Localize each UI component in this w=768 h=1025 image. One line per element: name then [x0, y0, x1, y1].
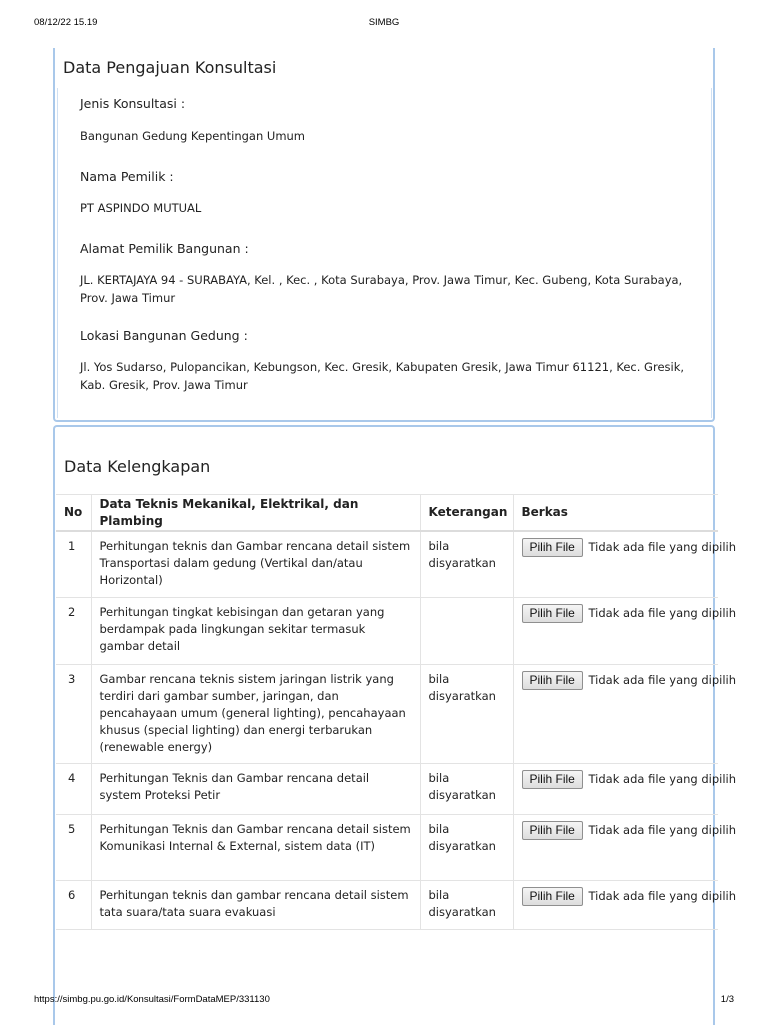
- kelengkapan-table: [56, 494, 737, 930]
- col-header-data: Data Teknis Mekanikal, Elektrikal, dan Plambing: [91, 495, 420, 532]
- pilih-file-button[interactable]: Pilih File: [522, 671, 583, 690]
- field-value-lokasi: Jl. Yos Sudarso, Pulopancikan, Kebungson, Kec. Gresik, Kabupaten Gresik, Jawa Timur 61121, Kec. Gresik, Kab. Gresik, Prov. Jawa Timur: [80, 360, 685, 392]
- row-berkas: [513, 597, 737, 664]
- pilih-file-button[interactable]: Pilih File: [522, 770, 583, 789]
- col-header-keterangan: Keterangan: [420, 495, 513, 532]
- print-title: SIMBG: [368, 17, 400, 28]
- row-berkas: [513, 880, 737, 929]
- print-url: https://simbg.pu.go.id/Konsultasi/FormDataMEP/331130: [34, 994, 270, 1005]
- row-berkas: [513, 814, 737, 880]
- row-no: 2: [56, 597, 91, 664]
- col-header-berkas: Berkas: [513, 495, 718, 532]
- print-page-number: 1/3: [720, 994, 734, 1005]
- row-keterangan: bila disyaratkan: [420, 814, 513, 880]
- field-value-alamat: JL. KERTAJAYA 94 - SURABAYA, Kel. , Kec. , Kota Surabaya, Prov. Jawa Timur, Kec. Gubeng, Kota Surabaya, Prov. Jawa Timur: [80, 273, 683, 305]
- field-label-pemilik: Nama Pemilik :: [80, 169, 174, 184]
- card-divider: [57, 88, 58, 418]
- row-no: 1: [56, 531, 91, 597]
- field-label-lokasi: Lokasi Bangunan Gedung :: [80, 328, 248, 343]
- table-row: [56, 814, 718, 880]
- row-berkas: [513, 763, 737, 814]
- table-row: [56, 880, 718, 929]
- row-no: 6: [56, 880, 91, 929]
- print-footer: [0, 994, 768, 1008]
- row-data: Perhitungan teknis dan Gambar rencana detail sistem Transportasi dalam gedung (Vertikal dan/atau Horizontal): [91, 531, 420, 597]
- field-label-jenis: Jenis Konsultasi :: [80, 96, 186, 111]
- col-header-no: No: [56, 495, 91, 532]
- row-berkas: [513, 531, 737, 597]
- print-date: 08/12/22 15.19: [34, 17, 98, 28]
- field-value-jenis: Bangunan Gedung Kepentingan Umum: [80, 129, 306, 143]
- row-data: Gambar rencana teknis sistem jaringan listrik yang terdiri dari gambar sumber, jaringan, dan pencahayaan umum (general lighting), pencahayaan khusus (special lighting) dan energi terbarukan (renewable energy): [91, 664, 420, 763]
- no-file-text: Tidak ada file yang dipilih: [588, 771, 737, 786]
- row-berkas: [513, 664, 737, 763]
- row-keterangan: bila disyaratkan: [420, 664, 513, 763]
- no-file-text: Tidak ada file yang dipilih: [588, 540, 737, 554]
- row-data: Perhitungan Teknis dan Gambar rencana detail sistem Komunikasi Internal & External, sistem data (IT): [91, 814, 420, 880]
- table-header-row: [56, 495, 718, 532]
- kelengkapan-title: Data Kelengkapan: [64, 457, 211, 476]
- print-header: [0, 17, 768, 31]
- row-no: 5: [56, 814, 91, 880]
- field-label-alamat: Alamat Pemilik Bangunan :: [80, 241, 249, 256]
- card-divider: [711, 88, 712, 418]
- pilih-file-button[interactable]: Pilih File: [522, 538, 583, 557]
- row-keterangan: [420, 597, 513, 664]
- row-data: Perhitungan teknis dan gambar rencana detail sistem tata suara/tata suara evakuasi: [91, 880, 420, 929]
- row-keterangan: bila disyaratkan: [420, 880, 513, 929]
- table-row: [56, 531, 718, 597]
- pilih-file-button[interactable]: Pilih File: [522, 887, 583, 906]
- row-no: 4: [56, 763, 91, 814]
- no-file-text: Tidak ada file yang dipilih: [588, 888, 737, 903]
- row-no: 3: [56, 664, 91, 763]
- row-data: Perhitungan tingkat kebisingan dan getaran yang berdampak pada lingkungan sekitar termasuk gambar detail: [91, 597, 420, 664]
- table-row: [56, 664, 718, 763]
- no-file-text: Tidak ada file yang dipilih: [588, 672, 737, 687]
- row-keterangan: bila disyaratkan: [420, 763, 513, 814]
- row-keterangan: bila disyaratkan: [420, 531, 513, 597]
- field-value-pemilik: PT ASPINDO MUTUAL: [80, 201, 202, 215]
- pilih-file-button[interactable]: Pilih File: [522, 604, 583, 623]
- row-data: Perhitungan Teknis dan Gambar rencana detail system Proteksi Petir: [91, 763, 420, 814]
- no-file-text: Tidak ada file yang dipilih: [588, 822, 737, 837]
- table-row: [56, 763, 718, 814]
- consultation-title: Data Pengajuan Konsultasi: [63, 58, 277, 77]
- no-file-text: Tidak ada file yang dipilih: [588, 605, 737, 620]
- table-row: [56, 597, 718, 664]
- pilih-file-button[interactable]: Pilih File: [522, 821, 583, 840]
